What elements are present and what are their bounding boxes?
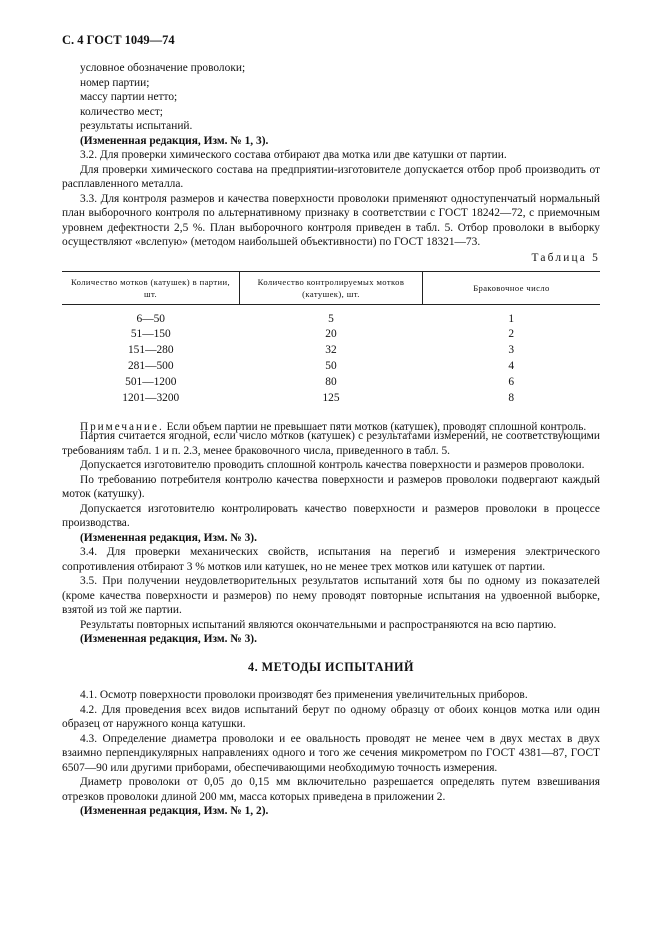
list-item: количество мест; — [80, 105, 163, 118]
paragraph-4-3: 4.3. Определение диаметра проволоки и ее овальность проводят не менее чем в двух местах в двух взаимно перпендикулярных направлениях одного и того же сечения микрометром по ГОСТ 4381—87, ГОСТ 6507—90 или другими приборами, обеспечивающими необходимую точность измерения. — [62, 732, 600, 774]
section-title: 4. МЕТОДЫ ИСПЫТАНИЙ — [247, 660, 415, 674]
table-row — [62, 390, 600, 406]
table-cell: 151—280 — [127, 344, 174, 357]
table-cell: 1 — [508, 312, 515, 325]
section-3-block — [62, 61, 600, 434]
table-cell: 51—150 — [130, 328, 171, 341]
list-item: номер партии; — [80, 76, 150, 89]
edit-note: (Измененная редакция, Изм. № 3). — [80, 633, 257, 645]
paragraph-3-4: 3.4. Для проверки механических свойств, испытания на перегиб и измерения электрического сопротивления отбирают 3 % мотков или катушек, но не менее трех мотков или катушек от партии. — [62, 546, 600, 573]
table-cell: 80 — [325, 375, 337, 388]
table-row — [62, 358, 600, 374]
paragraph-4-1: 4.1. Осмотр поверхности проволоки производят без применения увеличительных приборов. — [80, 689, 528, 701]
paragraph-yagod: Партия считается ягодной, если число мотков (катушек) с результатами измерений, не соответствующими требованиям табл. 1 и п. 2.3, менее браковочного числа, приведенного в табл. 5. — [62, 430, 600, 457]
paragraph-chem: Для проверки химического состава на предприятии-изготовителе допускается отбор проб производить от расплавленного металла. — [62, 163, 600, 190]
paragraph-3-2: 3.2. Для проверки химического состава отбирают два мотка или две катушки от партии. — [80, 149, 507, 161]
table-cell: 6 — [508, 375, 515, 388]
table-header: Браковочное число — [422, 272, 600, 305]
paragraph-4-2: 4.2. Для проведения всех видов испытаний берут по одному образцу от обоих концов мотка или один образец от наружного конца катушки. — [62, 703, 600, 730]
table-row — [62, 327, 600, 343]
paragraph-3-5: 3.5. При получении неудовлетворительных результатов испытаний хотя бы по одному из показателей (кроме качества поверхности и размеров) по нему проводят повторные испытания на удвоенной выборке, взятой из той же партии. — [62, 575, 600, 616]
page-header: С. 4 ГОСТ 1049—74 — [62, 33, 175, 47]
paragraph-3-3: 3.3. Для контроля размеров и качества поверхности проволоки применяют одноступенчатый нормальный план выборочного контроля по альтернативному признаку в соответствии с ГОСТ 18242—72, с приемочным уровнем дефектности 2,5 %. План выборочного контроля приведен в табл. 5. Отбор проволоки в выборку осуществляют «вслепую» (методом наибольшей объективности) по ГОСТ 18321—73. — [62, 192, 600, 248]
table-cell: 6—50 — [136, 312, 165, 325]
table-row — [62, 305, 600, 327]
table-cell: 32 — [325, 344, 337, 357]
table-cell: 4 — [508, 360, 515, 373]
paragraph-repeat: Результаты повторных испытаний являются окончательными и распространяются на всю партию. — [80, 618, 557, 631]
table-cell: 3 — [508, 344, 515, 357]
table-row — [62, 343, 600, 359]
paragraph-allow-1: Допускается изготовителю проводить сплошной контроль качества поверхности и размеров проволоки. — [80, 459, 585, 471]
table-cell: 125 — [322, 391, 340, 404]
section-4-block — [62, 688, 600, 819]
table-cell: 2 — [508, 328, 515, 341]
table-cell: 1201—3200 — [122, 391, 180, 404]
note-text: Если объем партии не превышает пяти мотков (катушек), проводят сплошной контроль. — [163, 420, 587, 433]
edit-note: (Измененная редакция, Изм. № 1, 3). — [80, 134, 269, 147]
table-cell: 8 — [508, 391, 515, 404]
table-5 — [62, 271, 600, 406]
table-cell: 501—1200 — [125, 375, 177, 388]
list-item: массу партии нетто; — [80, 91, 178, 103]
paragraph-diam: Диаметр проволоки от 0,05 до 0,15 мм включительно разрешается определять путем взвешивания отрезков проволоки длиной 200 мм, масса которых приведена в приложении 2. — [62, 776, 600, 803]
note-label: Примечание. — [80, 420, 164, 433]
table-header: Количество мотков (катушек) в партии, шт. — [62, 272, 240, 305]
table-row — [62, 374, 600, 390]
section-4-title-block — [62, 660, 600, 675]
table-header: Количество контролируемых мотков (катушек), шт. — [240, 272, 423, 305]
table-cell: 50 — [325, 360, 337, 373]
list-item: результаты испытаний. — [80, 120, 193, 132]
acceptance-block — [62, 429, 600, 647]
table-cell: 20 — [325, 328, 337, 341]
table-cell: 5 — [328, 312, 334, 325]
paragraph-allow-2: Допускается изготовителю контролировать качество поверхности и размеров проволоки в процессе производства. — [62, 502, 600, 529]
list-item: условное обозначение проволоки; — [80, 62, 246, 74]
edit-note: (Измененная редакция, Изм. № 3). — [80, 531, 257, 544]
edit-note: (Измененная редакция, Изм. № 1, 2). — [80, 805, 269, 817]
paragraph-demand: По требованию потребителя контролю качества поверхности и размеров проволоки подвергают каждый моток (катушку). — [62, 473, 600, 500]
table-cell: 281—500 — [127, 360, 174, 373]
table-caption: Таблица 5 — [531, 251, 600, 264]
